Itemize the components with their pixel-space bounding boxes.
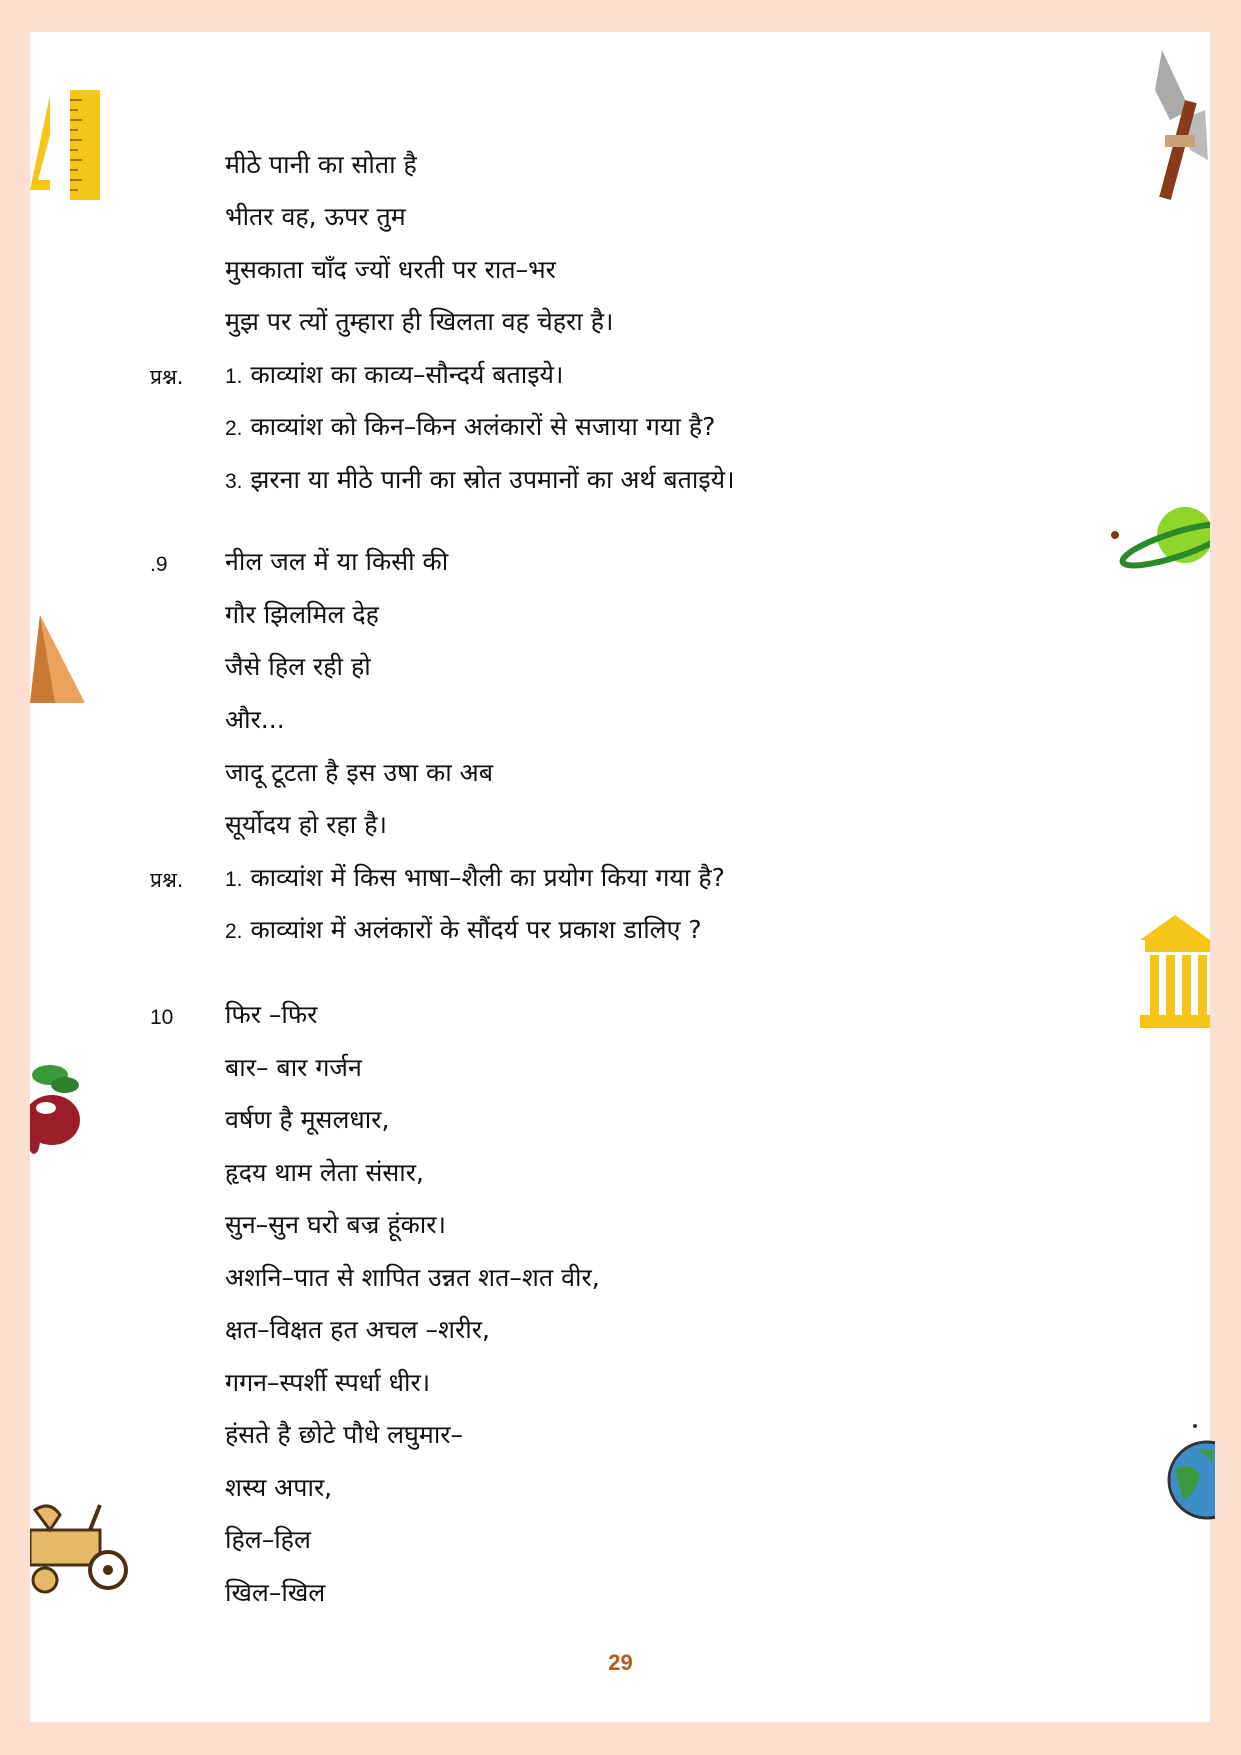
poem-line: जादू टूटता है इस उषा का अब: [225, 758, 494, 787]
poem-line: मीठे पानी का सोता है: [225, 150, 417, 179]
globe-icon: [1165, 1420, 1215, 1520]
question-item: [225, 360, 564, 392]
question-item: [225, 863, 725, 895]
poem-line: हंसते है छोटे पौधे लघुमार–: [225, 1420, 464, 1449]
poem-line: बार– बार गर्जन: [225, 1053, 362, 1082]
poem-line: शस्य अपार,: [225, 1473, 333, 1502]
temple-icon: [1140, 915, 1210, 1030]
poem-line: भीतर वह, ऊपर तुम: [225, 202, 406, 231]
planet-icon: [1110, 500, 1210, 570]
page-number: 29: [608, 1650, 633, 1675]
question-number: 1.: [225, 365, 243, 388]
stanza-number: 10: [150, 1006, 174, 1029]
stanza-number: .9: [150, 553, 168, 576]
question-text: काव्यांश में किस भाषा–शैली का प्रयोग किया गया है?: [250, 863, 725, 892]
question-text: झरना या मीठे पानी का स्रोत उपमानों का अर्थ बताइये।: [250, 465, 735, 494]
poem-line: फिर –फिर: [225, 1000, 318, 1029]
pyramid-icon: [30, 615, 90, 705]
poem-line: गौर झिलमिल देह: [225, 600, 379, 629]
question-label: प्रश्न.: [150, 868, 184, 892]
poem-line: मुझ पर त्यों तुम्हारा ही खिलता वह चेहरा है।: [225, 307, 614, 336]
question-text: काव्यांश का काव्य–सौन्दर्य बताइये।: [250, 360, 564, 389]
question-number: 1.: [225, 868, 243, 891]
poem-line: खिल–खिल: [225, 1578, 326, 1607]
poem-line: अशनि–पात से शापित उन्नत शत–शत वीर,: [225, 1263, 600, 1292]
poem-line: मुसकाता चाँद ज्यों धरती पर रात–भर: [225, 255, 556, 284]
poem-line: हृदय थाम लेता संसार,: [225, 1158, 424, 1187]
chariot-icon: [30, 1500, 130, 1595]
poem-line: क्षत–विक्षत हत अचल –शरीर,: [225, 1315, 490, 1344]
poem-line: सुन–सुन घरो बज्र हूंकार।: [225, 1210, 446, 1239]
question-item: [225, 465, 735, 497]
question-number: 2.: [225, 920, 243, 943]
poem-line: हिल–हिल: [225, 1525, 311, 1554]
question-item: [225, 915, 702, 947]
question-text: काव्यांश में अलंकारों के सौंदर्य पर प्रकाश डालिए ?: [250, 915, 702, 944]
question-number: 2.: [225, 417, 243, 440]
poem-line: और...: [225, 705, 285, 734]
poem-line: सूर्योदय हो रहा है।: [225, 810, 387, 839]
poem-line: गगन–स्पर्शी स्पर्धा धीर।: [225, 1368, 431, 1397]
plant-pot-icon: [30, 1060, 90, 1170]
question-label: प्रश्न.: [150, 365, 184, 389]
stone-axe-icon: [1150, 50, 1210, 200]
question-item: [225, 412, 715, 444]
question-text: काव्यांश को किन–किन अलंकारों से सजाया गया है?: [250, 412, 716, 441]
ruler-triangle-icon: [30, 90, 100, 200]
poem-line: नील जल में या किसी की: [225, 547, 449, 576]
question-number: 3.: [225, 470, 243, 493]
poem-line: वर्षण है मूसलधार,: [225, 1105, 390, 1134]
poem-line: जैसे हिल रही हो: [225, 652, 371, 681]
